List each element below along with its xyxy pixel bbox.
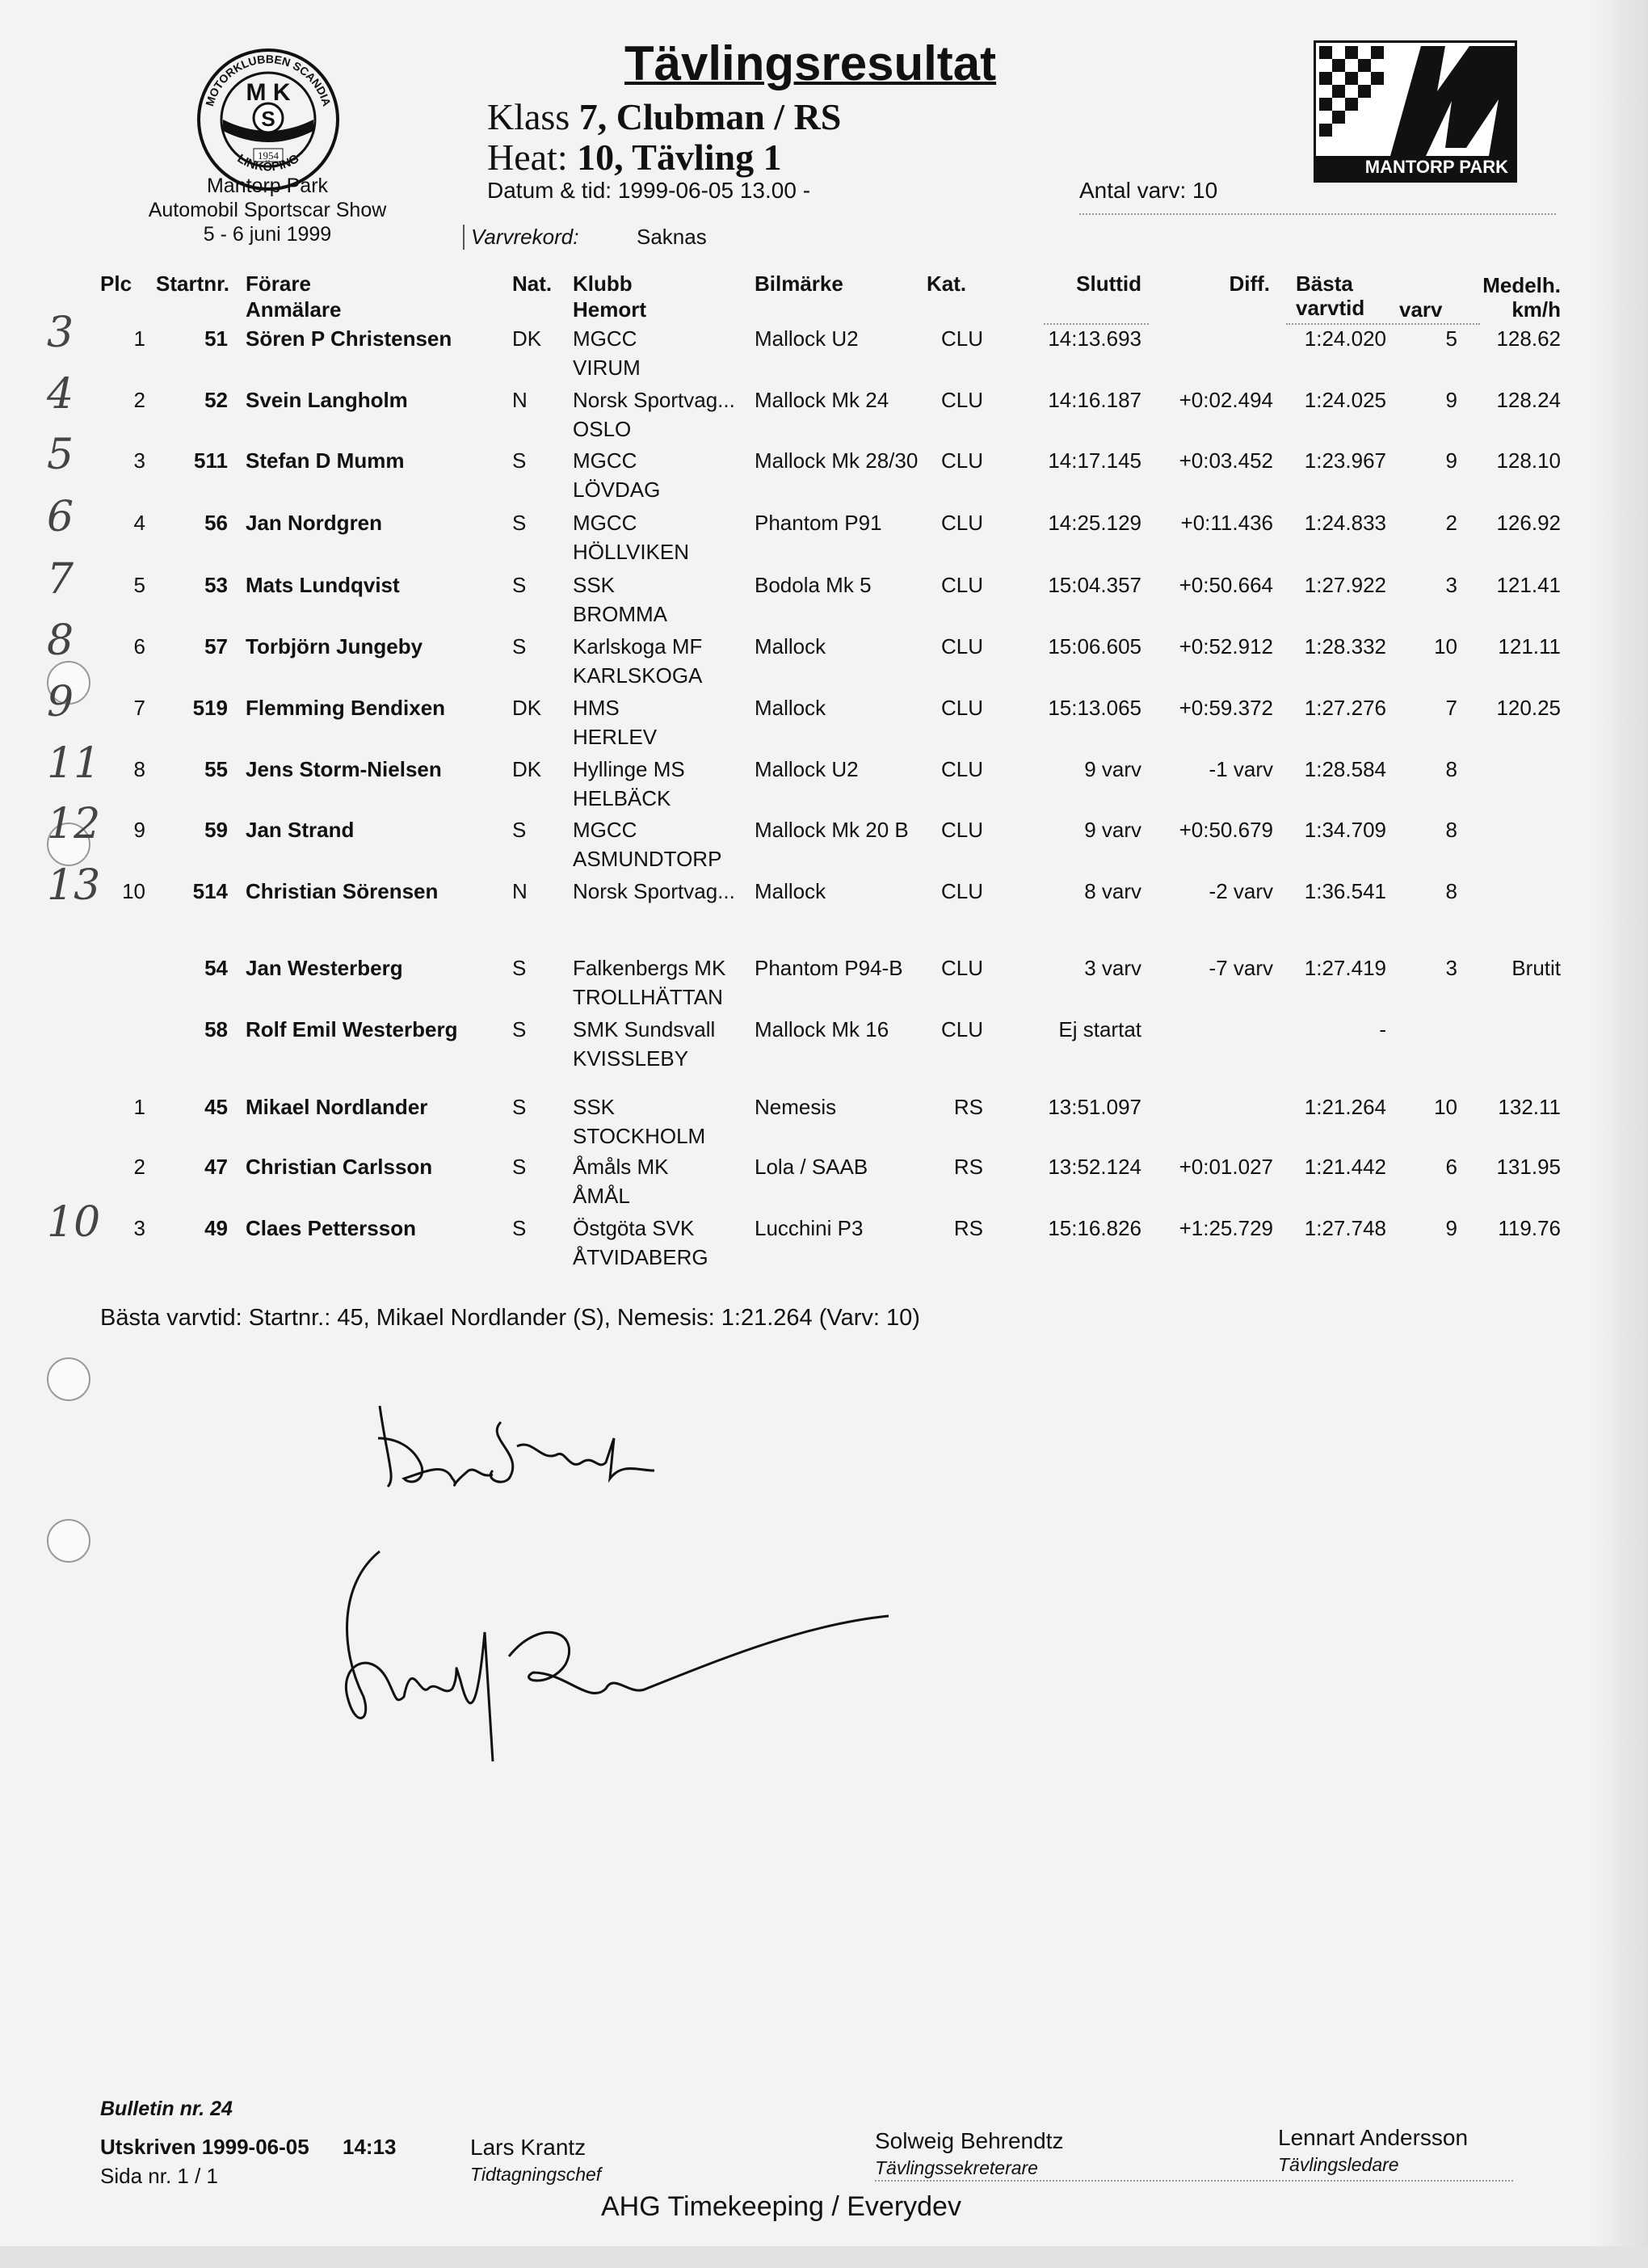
cell-driver: Sören P Christensen <box>246 326 452 351</box>
col-anmalare: Anmälare <box>246 297 342 322</box>
cell-best-lap: 1:28.332 <box>1304 634 1386 659</box>
cell-category: RS <box>953 1095 983 1119</box>
col-forare: Förare <box>246 271 311 296</box>
heat-label: Heat: <box>487 137 568 178</box>
cell-car: Mallock U2 <box>755 757 859 781</box>
cell-club: SSK <box>573 573 616 597</box>
cell-driver: Jan Strand <box>246 818 355 842</box>
cell-hometown: HERLEV <box>573 725 658 749</box>
bulletin-number: Bulletin nr. 24 <box>100 2098 233 2120</box>
cell-hometown: KVISSLEBY <box>573 1046 689 1071</box>
organizer-line1: Mantorp Park <box>206 175 329 197</box>
cell-driver: Christian Carlsson <box>246 1155 433 1179</box>
cell-club: SSK <box>573 1095 616 1119</box>
cell-best-lap-number: 7 <box>1445 696 1457 720</box>
cell-avg-speed: 131.95 <box>1496 1155 1561 1179</box>
cell-plc: 3 <box>133 448 145 473</box>
handwritten-note: 5 <box>47 431 74 479</box>
cell-best-lap: 1:27.276 <box>1304 696 1386 720</box>
cell-finish-time: 9 varv <box>1084 818 1141 842</box>
cell-driver: Mats Lundqvist <box>246 573 400 597</box>
cell-plc: 1 <box>133 326 145 351</box>
mantorp-park-logo <box>1314 40 1517 183</box>
cell-category: CLU <box>940 511 983 535</box>
cell-plc: 6 <box>133 634 145 659</box>
cell-best-lap-number: 9 <box>1445 448 1457 473</box>
cell-startnr: 52 <box>204 388 228 412</box>
cell-driver: Stefan D Mumm <box>246 448 405 473</box>
cell-nat: S <box>512 448 527 473</box>
cell-nat: S <box>512 1017 527 1041</box>
cell-best-lap: 1:27.419 <box>1304 956 1386 980</box>
cell-car: Mallock U2 <box>755 326 859 351</box>
cell-club: Östgöta SVK <box>573 1216 695 1240</box>
cell-best-lap: 1:27.748 <box>1304 1216 1386 1240</box>
cell-club: Hyllinge MS <box>573 757 685 781</box>
cell-nat: N <box>512 879 528 903</box>
cell-category: CLU <box>940 696 983 720</box>
cell-best-lap-number: 9 <box>1445 388 1457 412</box>
cell-hometown: STOCKHOLM <box>573 1124 706 1148</box>
cell-club: MGCC <box>573 818 637 842</box>
cell-diff: +0:03.452 <box>1179 448 1273 473</box>
cell-driver: Jens Storm-Nielsen <box>246 757 442 781</box>
cell-hometown: ÅMÅL <box>573 1184 630 1208</box>
cell-diff: +0:11.436 <box>1180 511 1273 535</box>
cell-plc: 1 <box>133 1095 145 1119</box>
best-lap-summary: Bästa varvtid: Startnr.: 45, Mikael Nordlander (S), Nemesis: 1:21.264 (Varv: 10) <box>100 1305 920 1331</box>
cell-hometown: HELBÄCK <box>573 786 671 810</box>
cell-driver: Rolf Emil Westerberg <box>246 1017 458 1041</box>
cell-diff: -1 varv <box>1209 757 1273 781</box>
seal-letters: M K <box>246 79 291 106</box>
cell-car: Bodola Mk 5 <box>755 573 872 597</box>
cell-startnr: 45 <box>204 1095 228 1119</box>
cell-car: Mallock Mk 28/30 <box>755 448 919 473</box>
cell-category: CLU <box>940 879 983 903</box>
cell-best-lap: 1:34.709 <box>1304 818 1386 842</box>
cell-best-lap-number: 6 <box>1445 1155 1457 1179</box>
cell-plc: 3 <box>133 1216 145 1240</box>
cell-category: CLU <box>940 573 983 597</box>
cell-diff: +0:59.372 <box>1179 696 1273 720</box>
cell-finish-time: 13:52.124 <box>1048 1155 1141 1179</box>
cell-plc: 2 <box>133 388 145 412</box>
cell-nat: S <box>512 956 527 980</box>
cell-diff: +1:25.729 <box>1179 1216 1273 1240</box>
col-klubb: Klubb <box>573 271 633 296</box>
organizer-line3: 5 - 6 juni 1999 <box>203 223 332 246</box>
cell-best-lap: 1:21.442 <box>1304 1155 1386 1179</box>
signature-lars-krantz <box>364 1390 671 1507</box>
cell-hometown: HÖLLVIKEN <box>573 540 690 564</box>
cell-nat: S <box>512 634 527 659</box>
cell-club: SMK Sundsvall <box>573 1017 716 1041</box>
cell-best-lap-number: 5 <box>1445 326 1457 351</box>
cell-finish-time: 14:17.145 <box>1048 448 1141 473</box>
handwritten-note: 4 <box>47 370 74 419</box>
cell-avg-speed: 126.92 <box>1496 511 1561 535</box>
cell-nat: N <box>512 388 528 412</box>
handwritten-note: 7 <box>47 555 74 604</box>
cell-hometown: ÅTVIDABERG <box>573 1245 708 1269</box>
col-kat: Kat. <box>927 271 967 296</box>
mantorp-logo-text: MANTORP PARK <box>1364 157 1508 177</box>
cell-best-lap: 1:24.833 <box>1304 511 1386 535</box>
cell-plc: 2 <box>133 1155 145 1179</box>
cell-best-lap-number: 3 <box>1445 956 1457 980</box>
printed-time: 14:13 <box>343 2135 397 2159</box>
cell-best-lap-number: 8 <box>1445 818 1457 842</box>
cell-startnr: 57 <box>204 634 228 659</box>
cell-finish-time: Ej startat <box>1058 1017 1141 1041</box>
cell-club: HMS <box>573 696 620 720</box>
cell-car: Mallock <box>755 879 826 903</box>
cell-finish-time: 15:16.826 <box>1048 1216 1141 1240</box>
col-bilmarke: Bilmärke <box>755 271 843 296</box>
cell-diff: -7 varv <box>1209 956 1273 980</box>
cell-best-lap: 1:28.584 <box>1304 757 1386 781</box>
col-kmh: km/h <box>1511 297 1561 322</box>
cell-club: Norsk Sportvag... <box>573 879 735 903</box>
cell-nat: S <box>512 573 527 597</box>
col-sluttid: Sluttid <box>1076 271 1141 296</box>
handwritten-note: 11 <box>47 739 101 788</box>
person-name-race-director: Lennart Andersson <box>1278 2125 1469 2150</box>
cell-nat: DK <box>512 757 542 781</box>
cell-driver: Svein Langholm <box>246 388 408 412</box>
cell-startnr: 51 <box>204 326 228 351</box>
header-underline <box>1044 323 1149 325</box>
cell-driver: Claes Pettersson <box>246 1216 416 1240</box>
cell-car: Mallock <box>755 634 826 659</box>
cell-plc: 7 <box>133 696 145 720</box>
cell-club: MGCC <box>573 448 637 473</box>
cell-best-lap-number: 8 <box>1445 757 1457 781</box>
cell-hometown: TROLLHÄTTAN <box>573 985 723 1009</box>
person-role-timekeeper: Tidtagningschef <box>470 2164 602 2185</box>
cell-driver: Jan Westerberg <box>246 956 403 980</box>
cell-plc: 10 <box>122 879 145 903</box>
cell-hometown: BROMMA <box>573 602 667 626</box>
cell-diff: +0:52.912 <box>1179 634 1273 659</box>
cell-startnr: 514 <box>192 879 228 903</box>
cell-finish-time: 14:13.693 <box>1048 326 1141 351</box>
cell-car: Mallock Mk 16 <box>755 1017 889 1041</box>
cell-plc: 5 <box>133 573 145 597</box>
cell-club: Åmåls MK <box>573 1155 669 1179</box>
cell-startnr: 53 <box>204 573 228 597</box>
cell-nat: S <box>512 818 527 842</box>
cell-car: Lucchini P3 <box>755 1216 864 1240</box>
punch-hole <box>47 1519 90 1563</box>
cell-car: Mallock <box>755 696 826 720</box>
handwritten-note: 12 <box>47 800 101 848</box>
cell-nat: S <box>512 511 527 535</box>
cell-avg-speed: 132.11 <box>1498 1095 1561 1119</box>
cell-hometown: OSLO <box>573 417 632 441</box>
col-hemort: Hemort <box>573 297 647 322</box>
klass-label: Klass <box>487 96 570 137</box>
cell-nat: S <box>512 1155 527 1179</box>
cell-hometown: VIRUM <box>573 356 641 380</box>
cell-startnr: 56 <box>204 511 228 535</box>
cell-startnr: 59 <box>204 818 228 842</box>
cell-hometown: KARLSKOGA <box>573 663 703 688</box>
cell-finish-time: 13:51.097 <box>1048 1095 1141 1119</box>
cell-startnr: 519 <box>192 696 228 720</box>
cell-club: Falkenbergs MK <box>573 956 726 980</box>
handwritten-note: 6 <box>47 493 74 541</box>
cell-driver: Mikael Nordlander <box>246 1095 428 1119</box>
cell-category: CLU <box>940 818 983 842</box>
cell-finish-time: 8 varv <box>1084 879 1141 903</box>
klass-value: 7, Clubman / RS <box>578 96 842 137</box>
cell-startnr: 54 <box>204 956 228 980</box>
printed-date: Utskriven 1999-06-05 <box>100 2135 309 2159</box>
col-startnr: Startnr. <box>156 271 230 296</box>
page-edge-bottom <box>0 2246 1648 2268</box>
cell-car: Nemesis <box>755 1095 837 1119</box>
col-medelh: Medelh. <box>1482 273 1561 297</box>
seal-year: 1954 <box>258 149 279 162</box>
cell-category: CLU <box>940 956 983 980</box>
person-role-race-director: Tävlingsledare <box>1278 2154 1399 2175</box>
cell-best-lap-number: 2 <box>1445 511 1457 535</box>
person-role-secretary: Tävlingssekreterare <box>875 2157 1038 2178</box>
cell-best-lap-number: 10 <box>1434 634 1457 659</box>
cell-avg-speed: 121.11 <box>1498 634 1561 659</box>
cell-hometown: LÖVDAG <box>573 478 661 502</box>
varvrekord-value: Saknas <box>637 225 707 249</box>
punch-hole <box>47 1357 90 1401</box>
cell-startnr: 47 <box>204 1155 228 1179</box>
seal-s: S <box>261 107 275 131</box>
cell-best-lap: - <box>1379 1017 1386 1041</box>
cell-car: Mallock Mk 20 B <box>755 818 909 842</box>
cell-startnr: 55 <box>204 757 228 781</box>
cell-club: Norsk Sportvag... <box>573 388 735 412</box>
heat-line <box>487 136 782 179</box>
cell-avg-speed: 121.41 <box>1496 573 1561 597</box>
header-underline <box>1286 323 1480 325</box>
cell-club: MGCC <box>573 511 637 535</box>
klass-line <box>487 95 841 138</box>
cell-finish-time: 14:16.187 <box>1048 388 1141 412</box>
cell-diff: +0:01.027 <box>1179 1155 1273 1179</box>
cell-finish-time: 15:13.065 <box>1048 696 1141 720</box>
cell-car: Phantom P91 <box>755 511 882 535</box>
cell-car: Phantom P94-B <box>755 956 903 980</box>
cell-avg-speed: Brutit <box>1511 956 1561 980</box>
handwritten-note: 8 <box>47 616 74 665</box>
col-varvtid: varvtid <box>1296 296 1365 320</box>
cell-nat: S <box>512 1216 527 1240</box>
organizer-line2: Automobil Sportscar Show <box>148 199 387 221</box>
cell-driver: Jan Nordgren <box>246 511 383 535</box>
varvrekord-label: Varvrekord: <box>463 225 578 250</box>
col-diff: Diff. <box>1229 271 1270 296</box>
datum-line: Datum & tid: 1999-06-05 13.00 - <box>487 178 811 203</box>
cell-nat: DK <box>512 326 542 351</box>
cell-avg-speed: 128.62 <box>1496 326 1561 351</box>
cell-car: Lola / SAAB <box>755 1155 868 1179</box>
cell-finish-time: 15:04.357 <box>1048 573 1141 597</box>
cell-avg-speed: 128.10 <box>1496 448 1561 473</box>
cell-plc: 9 <box>133 818 145 842</box>
cell-best-lap: 1:27.922 <box>1304 573 1386 597</box>
cell-category: CLU <box>940 388 983 412</box>
cell-diff: -2 varv <box>1209 879 1273 903</box>
cell-avg-speed: 119.76 <box>1498 1216 1561 1240</box>
cell-finish-time: 14:25.129 <box>1048 511 1141 535</box>
cell-finish-time: 15:06.605 <box>1048 634 1141 659</box>
seal-text-top: MOTORKLUBBEN SCANDIA <box>203 52 334 108</box>
footer-divider <box>875 2180 1513 2182</box>
cell-avg-speed: 128.24 <box>1496 388 1561 412</box>
cell-category: CLU <box>940 326 983 351</box>
cell-best-lap: 1:36.541 <box>1304 879 1386 903</box>
page-number: Sida nr. 1 / 1 <box>100 2164 218 2188</box>
cell-best-lap-number: 10 <box>1434 1095 1457 1119</box>
col-nat: Nat. <box>512 271 553 296</box>
cell-category: CLU <box>940 757 983 781</box>
header-divider <box>1079 213 1556 215</box>
page-title: Tävlingsresultat <box>624 36 997 90</box>
cell-best-lap: 1:24.025 <box>1304 388 1386 412</box>
heat-value: 10, Tävling 1 <box>577 137 782 178</box>
cell-driver: Flemming Bendixen <box>246 696 446 720</box>
cell-diff: +0:02.494 <box>1179 388 1273 412</box>
cell-startnr: 49 <box>204 1216 228 1240</box>
cell-car: Mallock Mk 24 <box>755 388 889 412</box>
cell-best-lap: 1:21.264 <box>1304 1095 1386 1119</box>
seal-text-bottom: LINKÖPING <box>234 151 302 175</box>
col-plc: Plc <box>100 271 132 296</box>
cell-diff: +0:50.679 <box>1179 818 1273 842</box>
handwritten-note: 3 <box>47 309 74 357</box>
cell-plc: 8 <box>133 757 145 781</box>
club-seal-logo <box>195 47 341 192</box>
cell-finish-time: 9 varv <box>1084 757 1141 781</box>
cell-startnr: 511 <box>194 448 228 473</box>
cell-club: Karlskoga MF <box>573 634 703 659</box>
cell-club: MGCC <box>573 326 637 351</box>
handwritten-note: 10 <box>47 1198 101 1247</box>
page-edge-right <box>1591 0 1648 2268</box>
handwritten-note: 13 <box>47 861 101 910</box>
cell-best-lap-number: 3 <box>1445 573 1457 597</box>
cell-best-lap-number: 8 <box>1445 879 1457 903</box>
col-basta: Bästa <box>1296 271 1353 296</box>
handwritten-note: 9 <box>47 678 74 726</box>
timekeeping-company: AHG Timekeeping / Everydev <box>601 2191 961 2222</box>
cell-plc: 4 <box>133 511 145 535</box>
cell-category: RS <box>953 1216 983 1240</box>
cell-hometown: ASMUNDTORP <box>573 847 722 871</box>
cell-startnr: 58 <box>204 1017 228 1041</box>
antal-varv: Antal varv: 10 <box>1079 178 1218 203</box>
cell-diff: +0:50.664 <box>1179 573 1273 597</box>
cell-avg-speed: 120.25 <box>1496 696 1561 720</box>
cell-finish-time: 3 varv <box>1084 956 1141 980</box>
cell-category: CLU <box>940 448 983 473</box>
cell-category: RS <box>953 1155 983 1179</box>
cell-nat: DK <box>512 696 542 720</box>
cell-best-lap: 1:24.020 <box>1304 326 1386 351</box>
cell-driver: Torbjörn Jungeby <box>246 634 423 659</box>
cell-category: CLU <box>940 1017 983 1041</box>
cell-category: CLU <box>940 634 983 659</box>
cell-nat: S <box>512 1095 527 1119</box>
person-name-timekeeper: Lars Krantz <box>470 2135 586 2160</box>
person-name-secretary: Solweig Behrendtz <box>875 2128 1064 2153</box>
cell-driver: Christian Sörensen <box>246 879 439 903</box>
cell-best-lap-number: 9 <box>1445 1216 1457 1240</box>
col-varv: varv <box>1399 297 1443 322</box>
signature-solweig-behrendtz <box>323 1535 921 1806</box>
cell-best-lap: 1:23.967 <box>1304 448 1386 473</box>
